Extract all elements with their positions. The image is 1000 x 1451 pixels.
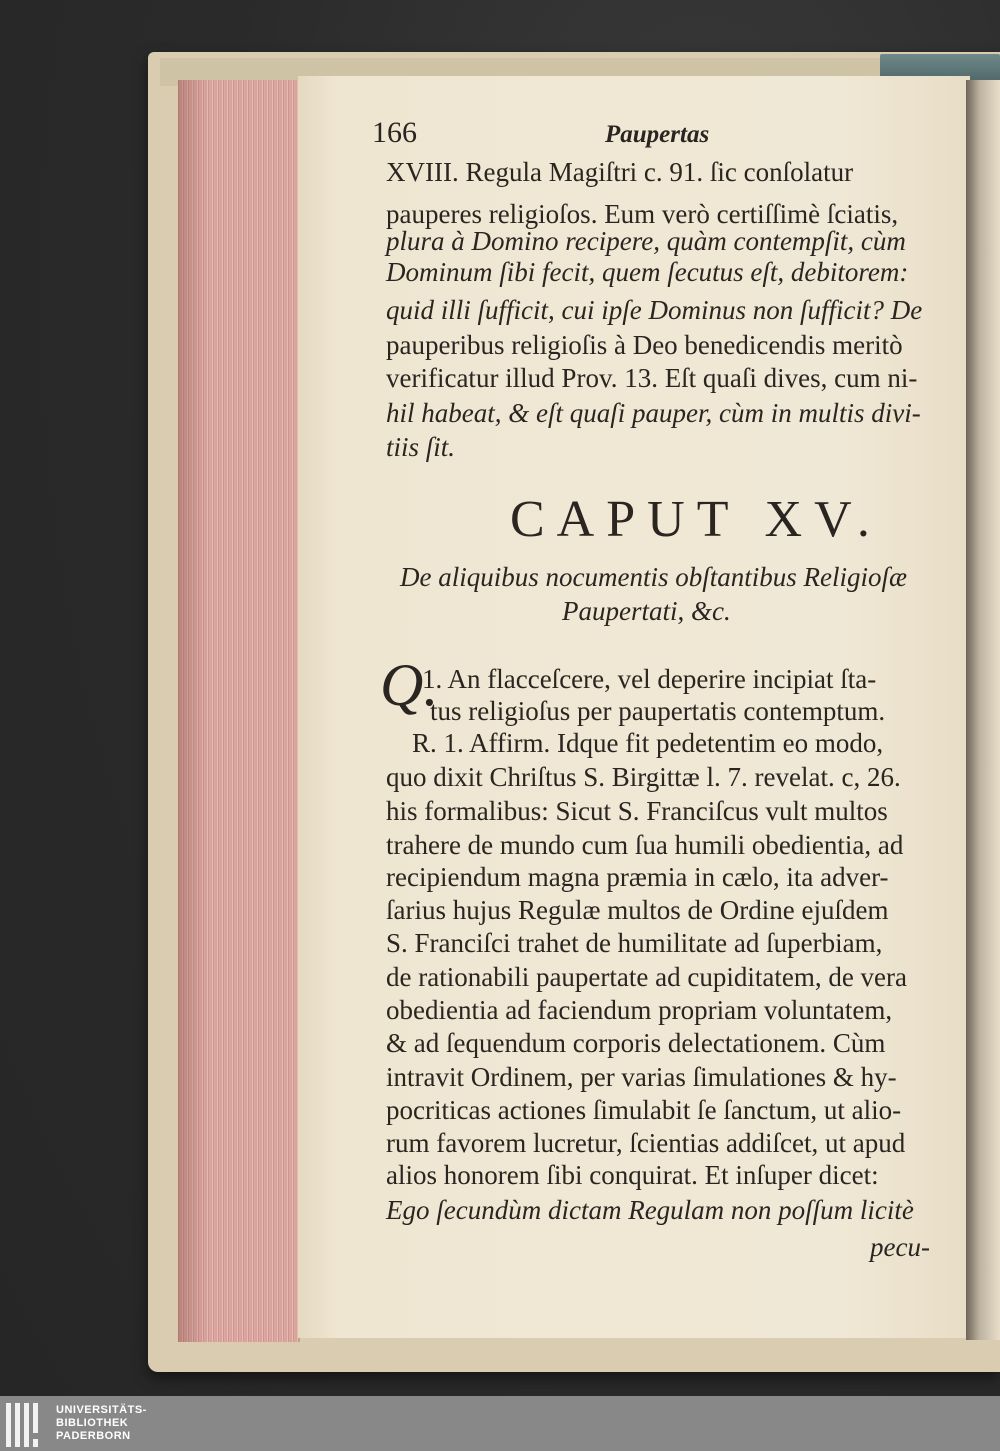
page-edges-shadow	[178, 80, 208, 1342]
answer-line: his formalibus: Sicut S. Franciſcus vult multos	[386, 796, 888, 826]
footer-line: BIBLIOTHEK	[56, 1417, 129, 1429]
book-gutter	[966, 80, 1000, 1340]
answer-line: & ad ſequendum corporis delectationem. Cùm	[386, 1028, 886, 1058]
para1-line: plura à Domino recipere, quàm contempſit, cùm	[386, 226, 906, 256]
catchword: pecu-	[870, 1232, 930, 1262]
answer-line: obedientia ad faciendum propriam voluntatem,	[386, 995, 893, 1025]
answer-line: recipiendum magna præmia in cælo, ita adver-	[386, 862, 889, 892]
library-logo-icon	[6, 1403, 48, 1447]
chapter-subtitle-line: Paupertati, &c.	[562, 596, 731, 626]
answer-line: pocriticas actiones ſimulabit ſe ſanctum, ut alio-	[386, 1095, 902, 1125]
answer-line: rum favorem lucretur, ſcientias addiſcet, ut apud	[386, 1128, 906, 1158]
footer-line: UNIVERSITÄTS-	[56, 1404, 147, 1416]
answer-line: quo dixit Chriſtus S. Birgittæ l. 7. revelat. c, 26.	[386, 762, 901, 792]
page-number: 166	[372, 116, 417, 149]
para1-line: Dominum ſibi fecit, quem ſecutus eſt, debitorem:	[386, 257, 909, 287]
question-line: 1. An flacceſcere, vel deperire incipiat ſta-	[422, 664, 877, 694]
answer-line: trahere de mundo cum ſua humili obedientia, ad	[386, 830, 904, 860]
para1-line: tiis ſit.	[386, 432, 456, 462]
answer-line: Ego ſecundùm dictam Regulam non poſſum licitè	[386, 1195, 914, 1225]
para1-line: verificatur illud Prov. 13. Eſt quaſi dives, cum ni-	[386, 363, 918, 393]
para1-line: quid illi ſufficit, cui ipſe Dominus non ſufficit? De	[386, 295, 923, 325]
drop-initial: Q.	[380, 652, 439, 718]
para1-line: pauperes religioſos. Eum verò certiſſimè ſciatis,	[386, 199, 899, 229]
answer-line: S. Franciſci trahet de humilitate ad ſuperbiam,	[386, 928, 883, 958]
para1-line: hil habeat, & eſt quaſi pauper, cùm in multis divi-	[386, 398, 921, 428]
para1-line: XVIII. Regula Magiſtri c. 91. ſic conſolatur	[386, 157, 854, 187]
answer-line: alios honorem ſibi conquirat. Et inſuper dicet:	[386, 1160, 879, 1190]
chapter-subtitle-line: De aliquibus nocumentis obſtantibus Religioſæ	[400, 562, 907, 592]
para1-line: pauperibus religioſis à Deo benedicendis meritò	[386, 330, 903, 360]
footer-line: PADERBORN	[56, 1430, 131, 1442]
answer-line: de rationabili paupertate ad cupiditatem, de vera	[386, 962, 908, 992]
answer-line: intravit Ordinem, per varias ſimulationes & hy-	[386, 1062, 897, 1092]
answer-line: R. 1. Affirm. Idque fit pedetentim eo modo,	[412, 728, 884, 758]
question-line: tus religioſus per paupertatis contemptum.	[430, 696, 886, 726]
footer-bar	[0, 1396, 1000, 1451]
chapter-title: CAPUT XV.	[510, 491, 882, 548]
running-title: Paupertas	[605, 121, 710, 148]
answer-line: ſarius hujus Regulæ multos de Ordine ejuſdem	[386, 895, 889, 925]
